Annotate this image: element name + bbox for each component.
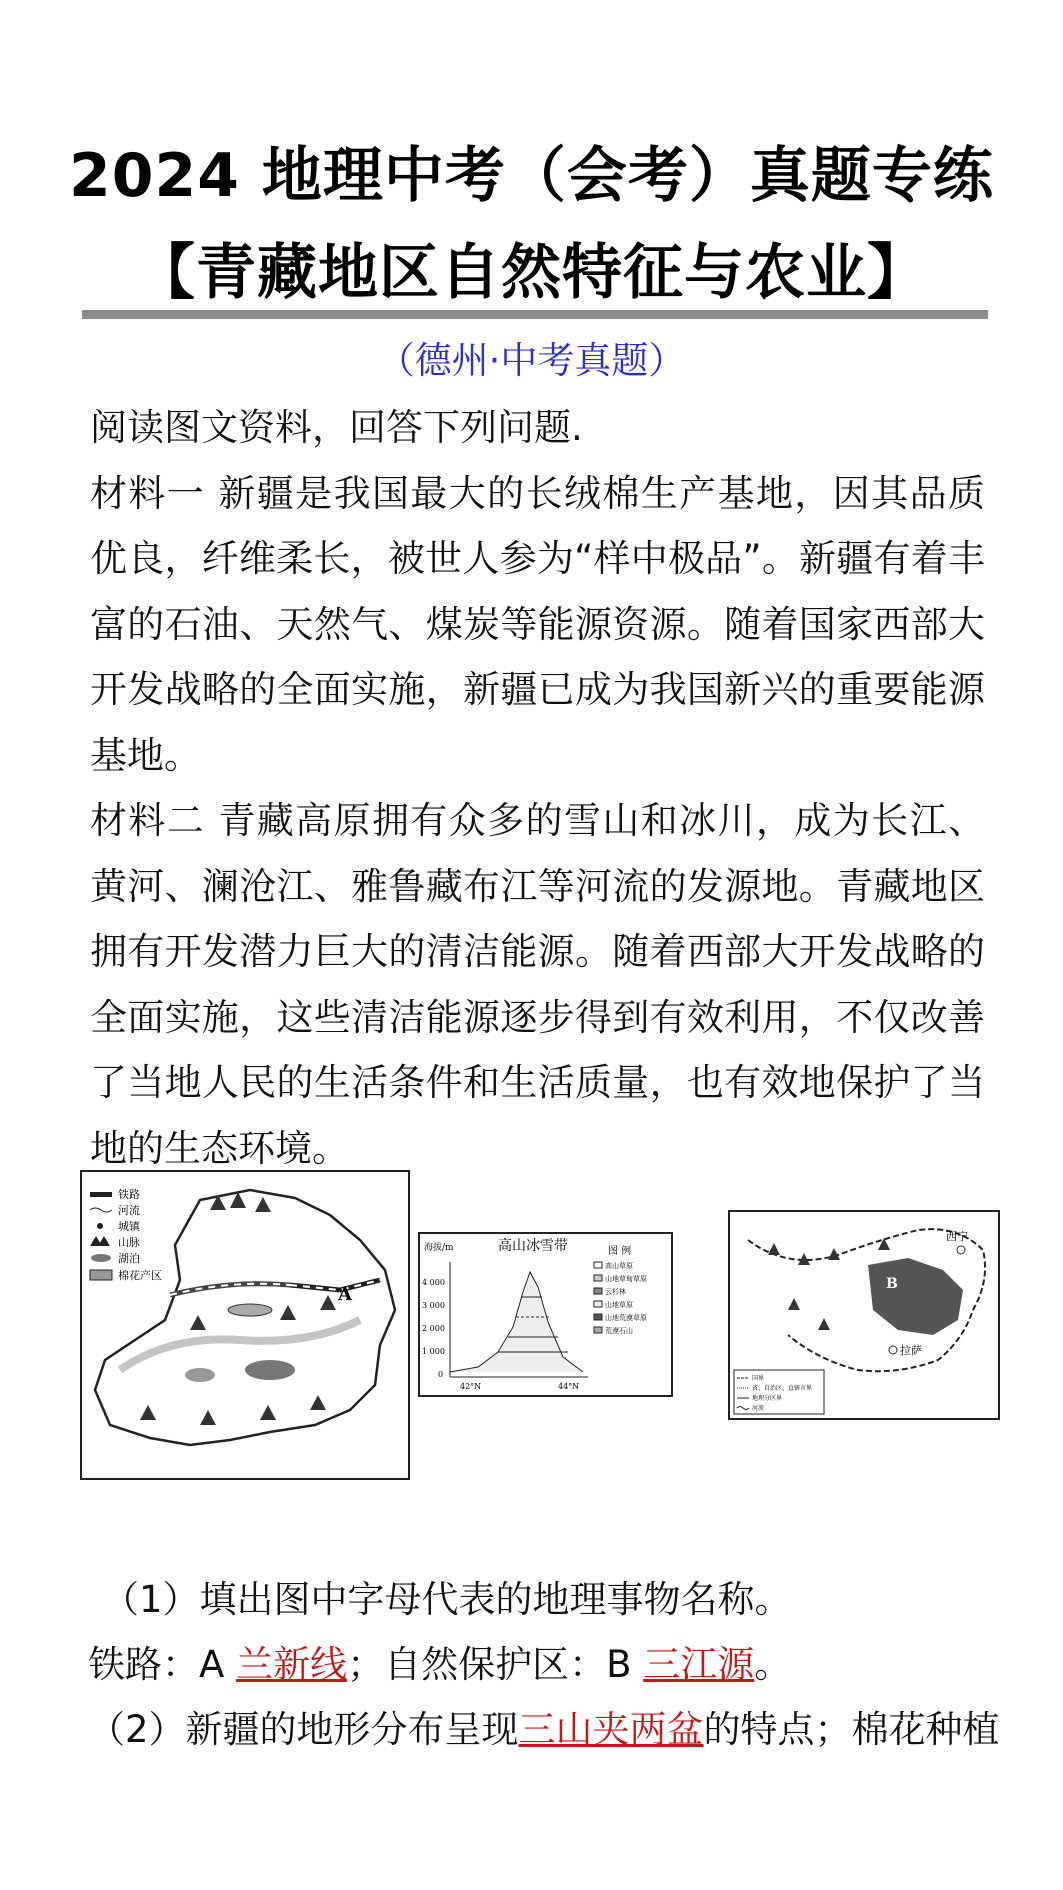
chart-legend-title: 图 例 — [608, 1246, 632, 1257]
answer-railway: 兰新线 — [236, 1643, 348, 1686]
source-note: （德州·中考真题） — [377, 339, 686, 382]
chart-legend-item-1: 高山草原 — [605, 1262, 633, 1270]
title-divider — [82, 310, 988, 319]
legend-lake: 湖泊 — [118, 1252, 140, 1265]
chart-legend-item-4: 山地草原 — [605, 1301, 633, 1309]
label-b: B — [886, 1276, 898, 1292]
qinghai-tibet-map — [728, 1210, 1000, 1420]
chart-title: 高山冰雪带 — [498, 1238, 568, 1254]
y-tick-4000: 4 000 — [422, 1278, 445, 1287]
figure-group — [80, 1170, 1000, 1500]
chart-legend-item-6: 荒漠石山 — [605, 1327, 633, 1335]
city-xining: 西宁 — [946, 1230, 968, 1243]
legend-town: 城镇 — [118, 1220, 140, 1233]
x-tick-42n: 42°N — [460, 1382, 482, 1391]
y-tick-3000: 3 000 — [422, 1301, 445, 1310]
x-tick-44n: 44°N — [558, 1382, 580, 1391]
questions — [88, 1567, 1000, 1762]
intro-text: 阅读图文资料，回答下列问题. — [90, 406, 583, 449]
legend-mountain: 山脉 — [118, 1236, 140, 1249]
passage — [90, 395, 985, 1181]
material-two: 材料二 青藏高原拥有众多的雪山和冰川，成为长江、黄河、澜沧江、雅鲁藏布江等河流的发源地。青藏地区拥有开发潜力巨大的清洁能源。随着西部大开发战略的全面实施，这些清洁能源逐步得到有效利用，不仅改善了当地人民的生活条件和生活质量，也有效地保护了当地的生态环境。 — [90, 799, 985, 1170]
material-one: 材料一 新疆是我国最大的长绒棉生产基地，因其品质优良，纤维柔长，被世人参为“样中极品”。新疆有着丰富的石油、天然气、煤炭等能源资源。随着国家西部大开发战略的全面实施，新疆已成为我国新兴的重要能源基地。 — [90, 471, 985, 777]
chart-legend-item-2: 山地草甸草原 — [605, 1275, 647, 1283]
altitude-zone-chart — [418, 1232, 673, 1397]
map3-legend-border: 国界 — [752, 1375, 765, 1382]
question-1: （1）填出图中字母代表的地理事物名称。 — [102, 1578, 792, 1621]
chart-ylabel: 海拔/m — [424, 1243, 454, 1253]
answer-reserve: 三江源 — [643, 1643, 755, 1686]
y-tick-1000: 1 000 — [422, 1347, 445, 1356]
legend-cotton: 棉花产区 — [118, 1269, 162, 1282]
chart-legend-item-5: 山地荒漠草原 — [605, 1314, 647, 1322]
map3-legend-region: 地理分区界 — [752, 1395, 783, 1402]
legend-river: 河流 — [118, 1204, 140, 1217]
question-2: （2）新疆的地形分布呈现三山夹两盆的特点；棉花种植 — [88, 1708, 1000, 1751]
y-tick-0: 0 — [438, 1370, 444, 1379]
label-a: A — [338, 1284, 352, 1305]
map3-legend-river: 河流 — [752, 1405, 765, 1412]
xinjiang-map — [80, 1170, 410, 1480]
answer-1: 铁路：A 兰新线；自然保护区：B 三江源。 — [88, 1643, 792, 1686]
legend-railway: 铁路 — [118, 1188, 140, 1201]
city-lhasa: 拉萨 — [900, 1344, 922, 1357]
page-title-line2: 【青藏地区自然特征与农业】 — [135, 238, 928, 308]
page-title-line1: 2024 地理中考（会考）真题专练 — [69, 141, 994, 211]
y-tick-2000: 2 000 — [422, 1324, 445, 1333]
answer-terrain: 三山夹两盆 — [518, 1708, 704, 1751]
map3-legend-province: 省、自治区、直辖市界 — [752, 1385, 813, 1392]
chart-legend-item-3: 云杉林 — [605, 1288, 626, 1296]
